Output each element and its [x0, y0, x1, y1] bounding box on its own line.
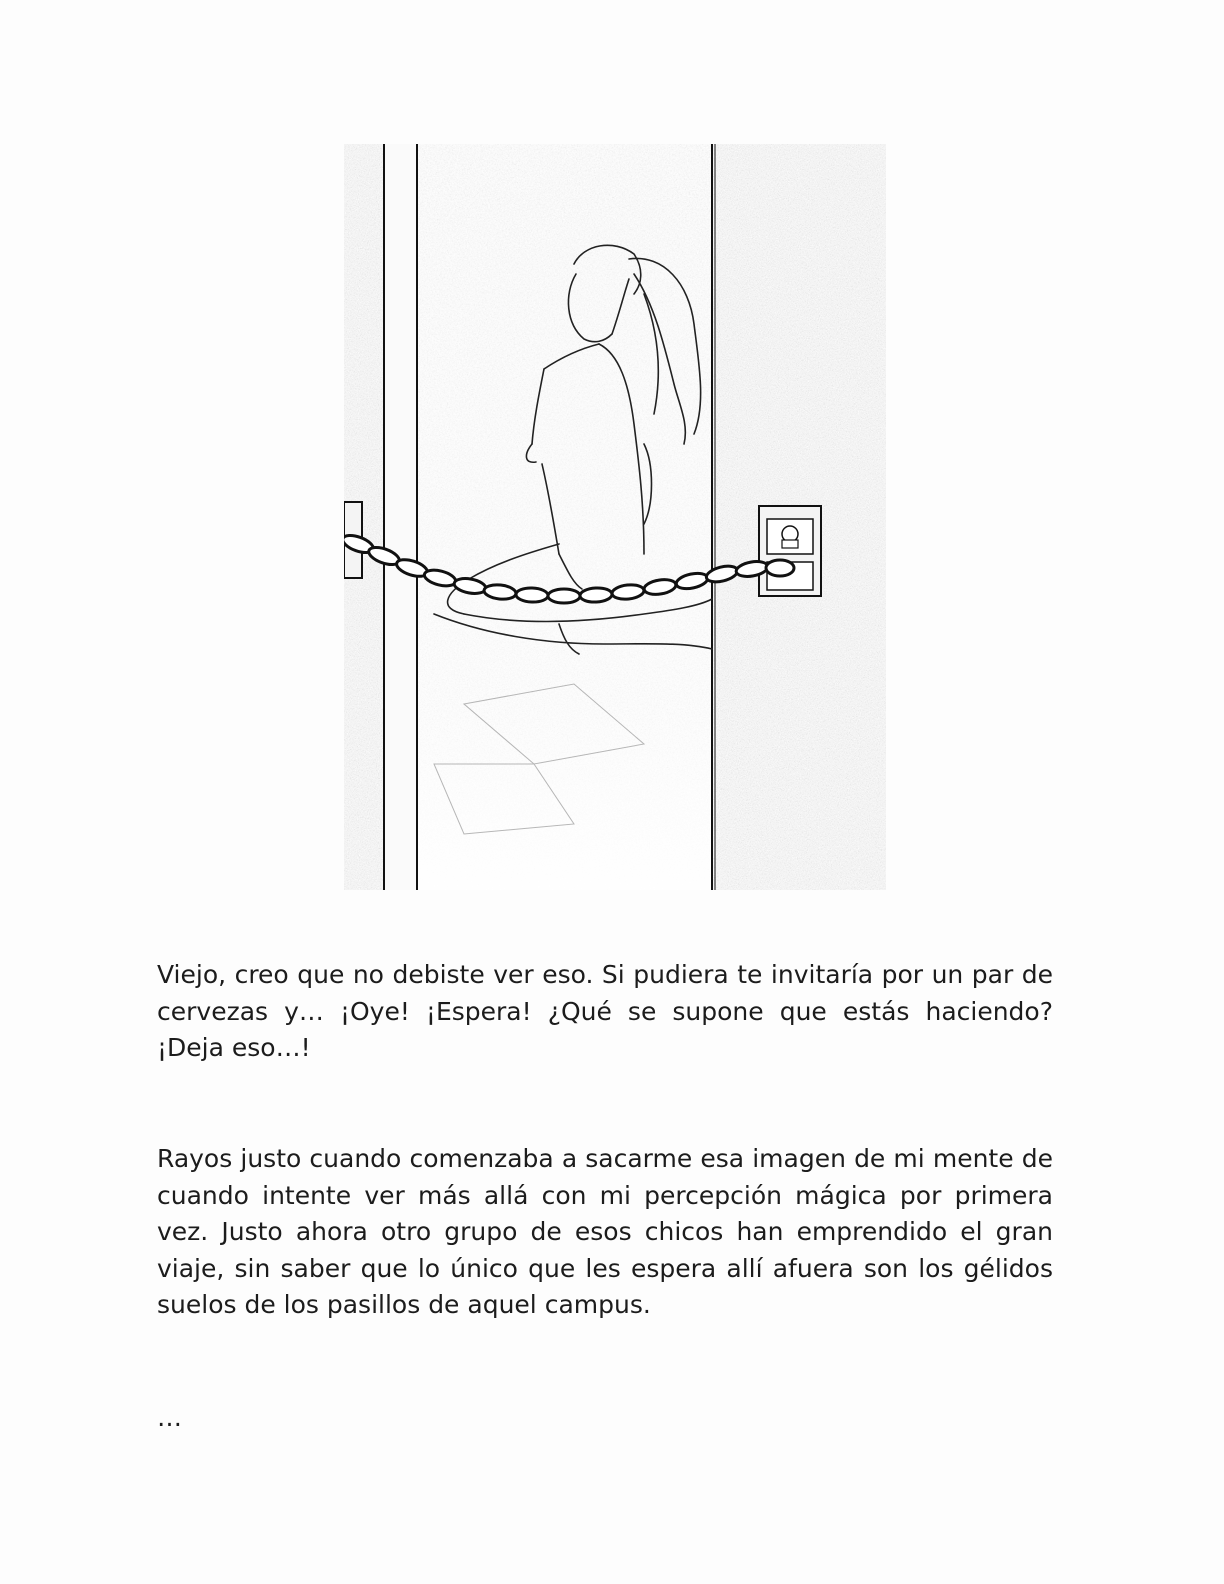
- door-frame-left: [384, 144, 417, 890]
- paragraph-2: Rayos justo cuando comenzaba a sacarme esa imagen de mi mente de cuando intente ver más allá con mi percepción mágica por primera vez. Justo ahora otro grupo de esos chicos han emprendido el gran viaje, sin saber que lo único que les espera allí afuera son los gélidos suelos de los pasillos de aquel campus.: [157, 1144, 1053, 1319]
- chained-door-drawing: [344, 144, 886, 890]
- ellipsis-paragraph: …: [157, 1403, 182, 1432]
- floor-fade: [417, 144, 712, 890]
- chained-door-illustration: [344, 144, 886, 890]
- latch-plate: [759, 506, 821, 596]
- paragraph-1: Viejo, creo que no debiste ver eso. Si pudiera te invitaría por un par de cervezas y… ¡Oye! ¡Espera! ¿Qué se supone que estás haciendo? ¡Deja eso…!: [157, 960, 1053, 1062]
